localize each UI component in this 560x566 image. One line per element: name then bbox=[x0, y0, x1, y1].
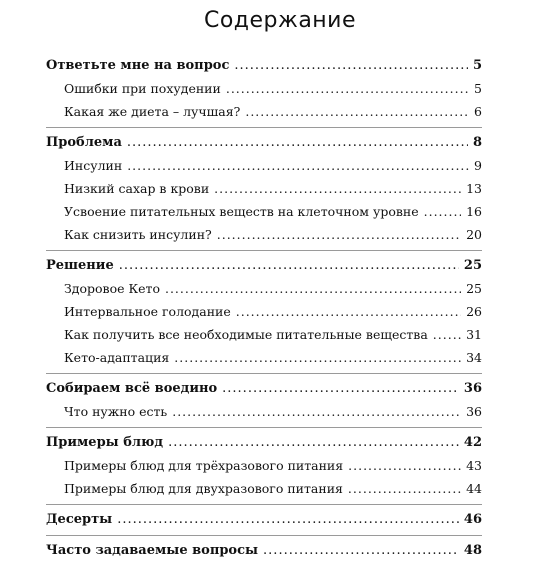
toc-page-number: 16 bbox=[466, 204, 482, 219]
toc-section-label: Десерты bbox=[46, 512, 113, 527]
dot-leader bbox=[348, 458, 461, 473]
toc-subsection[interactable] bbox=[46, 281, 482, 304]
dot-leader bbox=[217, 227, 461, 242]
toc-subsection-label: Что нужно есть bbox=[64, 404, 168, 419]
toc-subsection[interactable] bbox=[46, 227, 482, 250]
dot-leader bbox=[245, 104, 469, 119]
section-divider bbox=[46, 535, 482, 536]
toc-section-label: Решение bbox=[46, 258, 114, 273]
toc-page-number: 43 bbox=[466, 458, 482, 473]
toc-page-number: 13 bbox=[466, 181, 482, 196]
section-divider bbox=[46, 250, 482, 251]
toc-subsection[interactable] bbox=[46, 81, 482, 104]
toc-section-label: Собираем всё воедино bbox=[46, 381, 218, 396]
toc-page-number: 36 bbox=[463, 381, 482, 396]
toc-page-number: 31 bbox=[466, 327, 482, 342]
toc-page-number: 5 bbox=[474, 81, 482, 96]
toc-subsection-label: Низкий сахар в крови bbox=[64, 181, 210, 196]
toc-subsection-label: Примеры блюд для трёхразового питания bbox=[64, 458, 344, 473]
toc-subsection-label: Примеры блюд для двухразового питания bbox=[64, 481, 343, 496]
toc-subsection-label: Усвоение питательных веществ на клеточном уровне bbox=[64, 204, 419, 219]
dot-leader bbox=[119, 258, 459, 273]
toc-section-label: Часто задаваемые вопросы bbox=[46, 543, 259, 558]
toc-section[interactable] bbox=[46, 381, 482, 404]
toc-page-number: 44 bbox=[466, 481, 482, 496]
toc-section[interactable] bbox=[46, 435, 482, 458]
toc-subsection-label: Какая же диета – лучшая? bbox=[64, 104, 241, 119]
toc-subsection-label: Ошибки при похудении bbox=[64, 81, 221, 96]
toc-page-number: 25 bbox=[466, 281, 482, 296]
toc-subsection[interactable] bbox=[46, 404, 482, 427]
toc-subsection-label: Инсулин bbox=[64, 158, 123, 173]
toc-section[interactable] bbox=[46, 512, 482, 535]
toc-subsection[interactable] bbox=[46, 158, 482, 181]
dot-leader bbox=[168, 435, 459, 450]
toc-subsection[interactable] bbox=[46, 304, 482, 327]
toc-page-number: 46 bbox=[463, 512, 482, 527]
toc-subsection-label: Как снизить инсулин? bbox=[64, 227, 212, 242]
toc-subsection-label: Здоровое Кето bbox=[64, 281, 160, 296]
toc-page-number: 34 bbox=[466, 350, 482, 365]
toc-section[interactable] bbox=[46, 135, 482, 158]
toc-section-label: Ответьте мне на вопрос bbox=[46, 58, 230, 73]
toc-section[interactable] bbox=[46, 58, 482, 81]
section-divider bbox=[46, 504, 482, 505]
toc-page-number: 6 bbox=[474, 104, 482, 119]
page-title: Содержание bbox=[203, 8, 357, 33]
toc-subsection[interactable] bbox=[46, 458, 482, 481]
toc-page-number: 25 bbox=[463, 258, 482, 273]
toc-subsection[interactable] bbox=[46, 481, 482, 504]
dot-leader bbox=[117, 512, 459, 527]
section-divider bbox=[46, 373, 482, 374]
dot-leader bbox=[127, 135, 468, 150]
toc-page-number: 9 bbox=[474, 158, 482, 173]
toc-subsection[interactable] bbox=[46, 204, 482, 227]
section-divider bbox=[46, 127, 482, 128]
dot-leader bbox=[127, 158, 469, 173]
toc-section-label: Примеры блюд bbox=[46, 435, 164, 450]
toc-page-number: 42 bbox=[463, 435, 482, 450]
dot-leader bbox=[165, 281, 461, 296]
dot-leader bbox=[348, 481, 461, 496]
table-of-contents bbox=[46, 58, 482, 566]
toc-page-number: 48 bbox=[463, 543, 482, 558]
toc-page-number: 26 bbox=[466, 304, 482, 319]
toc-subsection-label: Интервальное голодание bbox=[64, 304, 231, 319]
toc-subsection[interactable] bbox=[46, 181, 482, 204]
toc-subsection-label: Кето-адаптация bbox=[64, 350, 170, 365]
toc-page-number: 5 bbox=[472, 58, 482, 73]
dot-leader bbox=[263, 543, 459, 558]
dot-leader bbox=[214, 181, 461, 196]
toc-subsection[interactable] bbox=[46, 104, 482, 127]
toc-section[interactable] bbox=[46, 543, 482, 566]
toc-section[interactable] bbox=[46, 258, 482, 281]
dot-leader bbox=[174, 350, 461, 365]
dot-leader bbox=[234, 58, 468, 73]
toc-page-number: 20 bbox=[466, 227, 482, 242]
toc-subsection-label: Как получить все необходимые питательные вещества bbox=[64, 327, 428, 342]
toc-section-label: Проблема bbox=[46, 135, 122, 150]
toc-subsection[interactable] bbox=[46, 327, 482, 350]
dot-leader bbox=[424, 204, 461, 219]
dot-leader bbox=[172, 404, 461, 419]
toc-page-number: 8 bbox=[472, 135, 482, 150]
dot-leader bbox=[236, 304, 461, 319]
toc-subsection[interactable] bbox=[46, 350, 482, 373]
toc-page-number: 36 bbox=[466, 404, 482, 419]
dot-leader bbox=[226, 81, 469, 96]
dot-leader bbox=[433, 327, 461, 342]
section-divider bbox=[46, 427, 482, 428]
dot-leader bbox=[222, 381, 459, 396]
